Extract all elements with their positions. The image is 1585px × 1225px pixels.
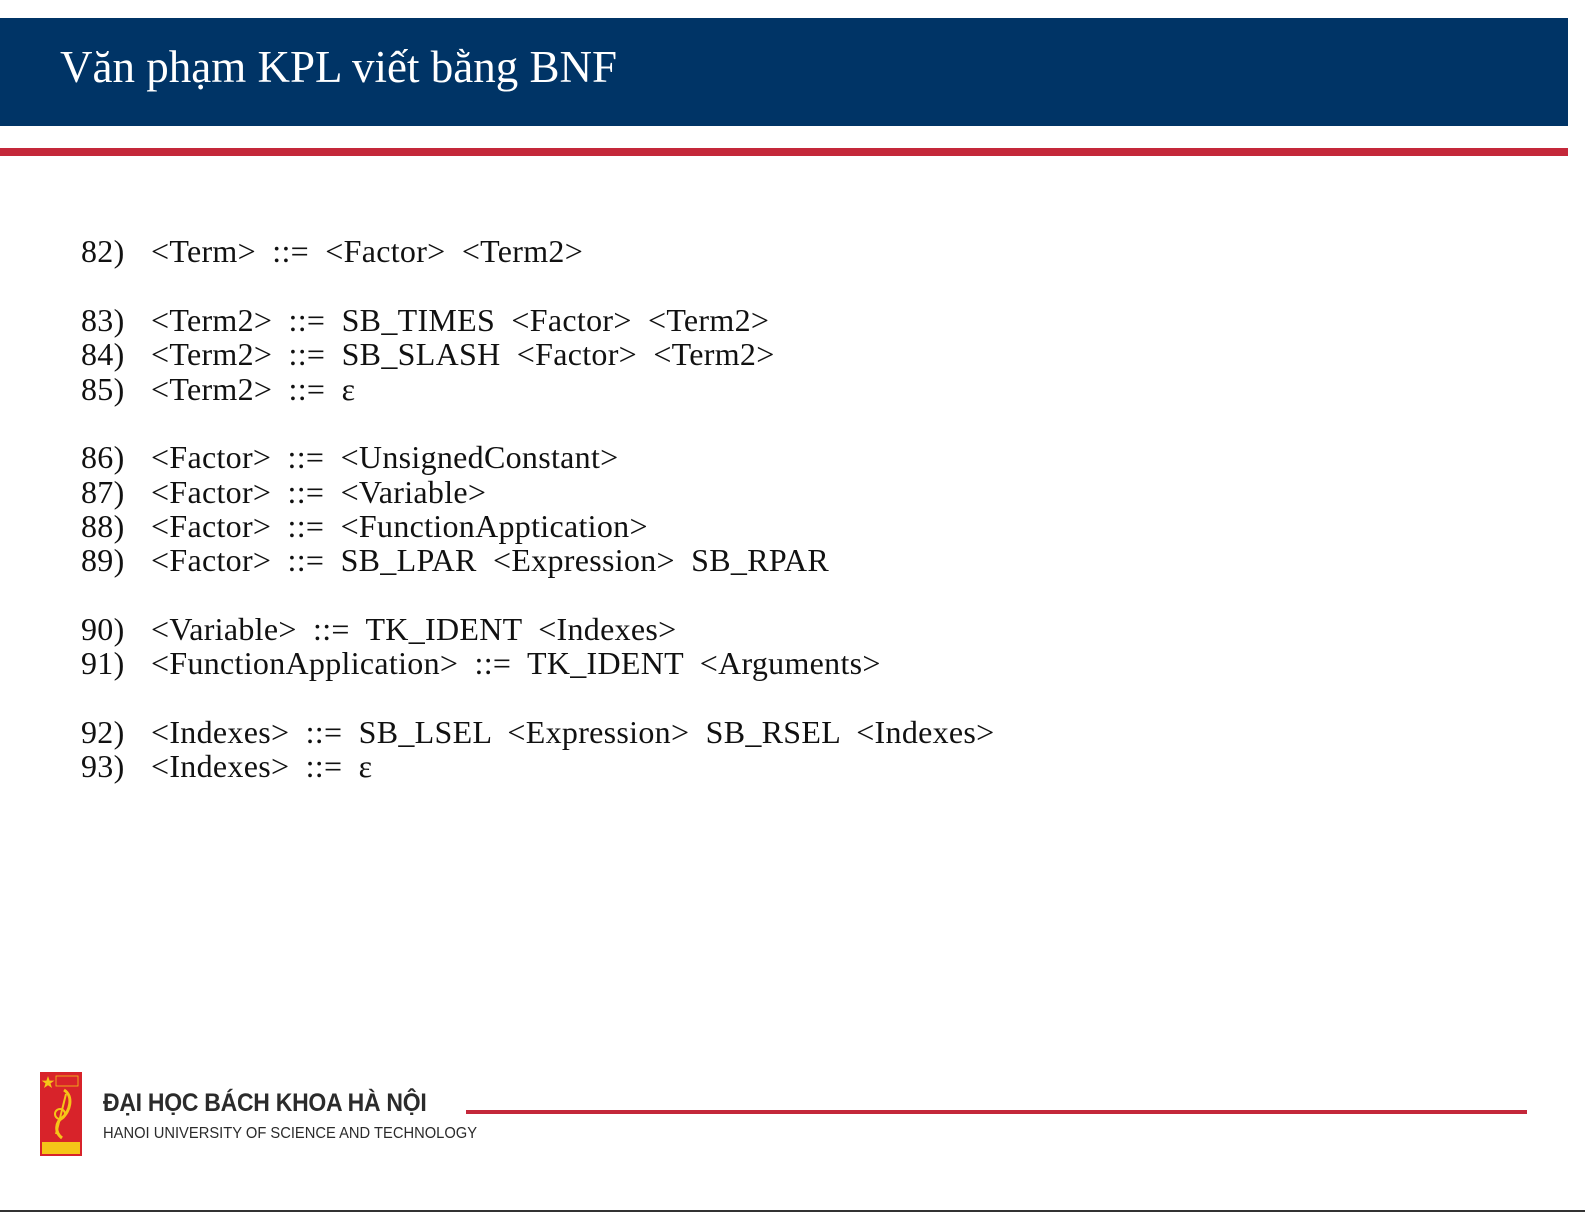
rule-text: <Factor> ::= SB_LPAR <Expression> SB_RPAR bbox=[151, 542, 830, 578]
university-name: ĐẠI HỌC BÁCH KHOA HÀ NỘI bbox=[103, 1089, 427, 1117]
university-subtitle: HANOI UNIVERSITY OF SCIENCE AND TECHNOLOGY bbox=[103, 1125, 478, 1142]
rule-number: 93) bbox=[81, 748, 125, 784]
rule-number: 92) bbox=[81, 714, 125, 750]
bottom-border bbox=[0, 1210, 1585, 1212]
rule-number: 85) bbox=[81, 371, 125, 407]
rule-82 bbox=[81, 233, 583, 269]
rule-83 bbox=[81, 302, 769, 338]
rule-88 bbox=[81, 508, 648, 544]
grammar-rules bbox=[81, 0, 1531, 800]
rule-text: <FunctionApplication> ::= TK_IDENT <Arguments> bbox=[151, 645, 881, 681]
rule-number: 89) bbox=[81, 542, 125, 578]
rule-text: <Term2> ::= ε bbox=[151, 371, 356, 407]
rule-text: <Term2> ::= SB_SLASH <Factor> <Term2> bbox=[151, 336, 775, 372]
rule-number: 88) bbox=[81, 508, 125, 544]
rule-number: 87) bbox=[81, 474, 125, 510]
rule-text: <Factor> ::= <Variable> bbox=[151, 474, 487, 510]
rule-text: <Indexes> ::= ε bbox=[151, 748, 373, 784]
footer-divider bbox=[466, 1110, 1527, 1114]
rule-number: 91) bbox=[81, 645, 125, 681]
rule-number: 83) bbox=[81, 302, 125, 338]
rule-text: <Indexes> ::= SB_LSEL <Expression> SB_RSEL <Indexes> bbox=[151, 714, 995, 750]
rule-text: <Term2> ::= SB_TIMES <Factor> <Term2> bbox=[151, 302, 770, 338]
rule-number: 82) bbox=[81, 233, 125, 269]
rule-text: <Term> ::= <Factor> <Term2> bbox=[151, 233, 584, 269]
rule-89 bbox=[81, 542, 829, 578]
rule-90 bbox=[81, 611, 677, 647]
rule-93 bbox=[81, 748, 372, 784]
rule-number: 90) bbox=[81, 611, 125, 647]
rule-84 bbox=[81, 336, 775, 372]
rule-text: <Factor> ::= <UnsignedConstant> bbox=[151, 439, 619, 475]
rule-text: <Variable> ::= TK_IDENT <Indexes> bbox=[151, 611, 677, 647]
rule-85 bbox=[81, 371, 355, 407]
rule-92 bbox=[81, 714, 995, 750]
rule-91 bbox=[81, 645, 881, 681]
rule-86 bbox=[81, 439, 619, 475]
university-logo-icon bbox=[40, 1072, 82, 1156]
rule-87 bbox=[81, 474, 486, 510]
rule-number: 86) bbox=[81, 439, 125, 475]
slide-title: Văn phạm KPL viết bằng BNF bbox=[60, 42, 618, 92]
rule-number: 84) bbox=[81, 336, 125, 372]
rule-text: <Factor> ::= <FunctionApptication> bbox=[151, 508, 648, 544]
